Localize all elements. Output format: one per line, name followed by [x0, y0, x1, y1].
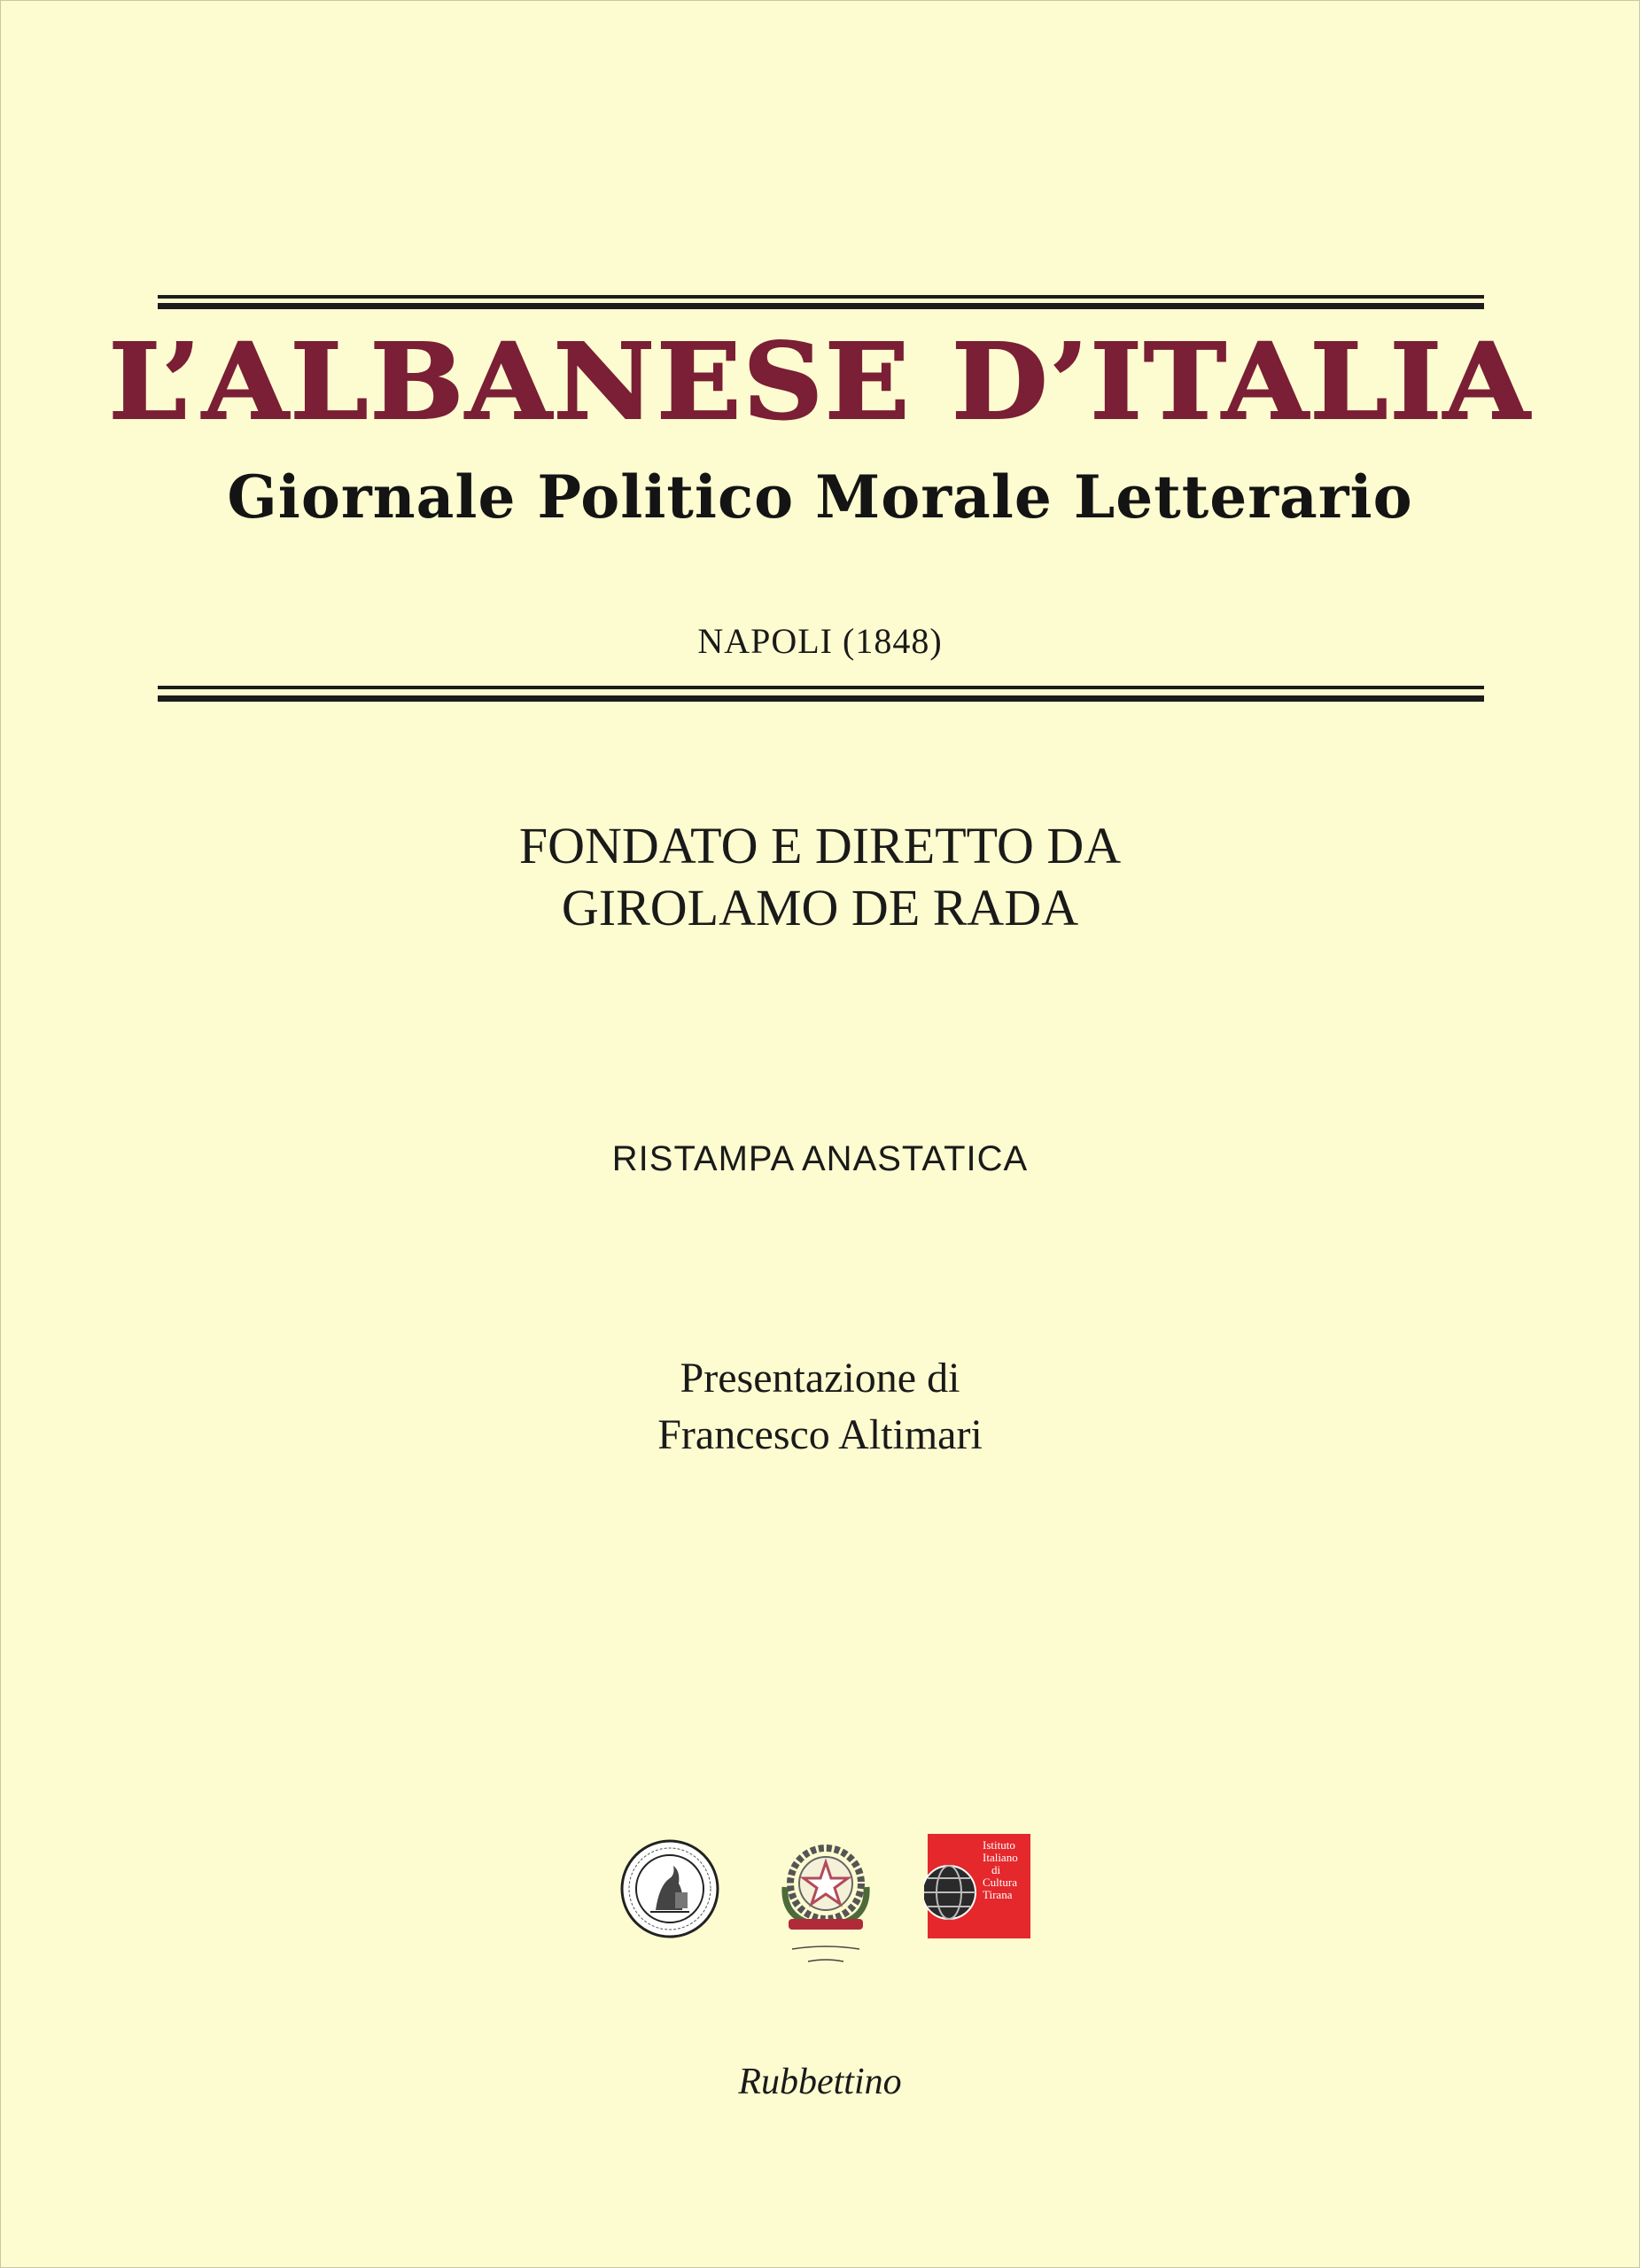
- edition-label: RISTAMPA ANASTATICA: [611, 1139, 1029, 1178]
- italian-republic-emblem-logo: [773, 1832, 879, 1983]
- founder-line-1: FONDATO E DIRETTO DA: [518, 817, 1122, 874]
- presentation-line-1: Presentazione di: [680, 1355, 960, 1402]
- place-date: NAPOLI (1848): [697, 621, 943, 661]
- foundation-seal-logo: [620, 1839, 719, 1938]
- institute-name: Istituto Italiano di Cultura Tirana: [983, 1838, 1018, 1901]
- presentation-block: [0, 1350, 1640, 1464]
- globe-icon: [924, 1857, 979, 1928]
- bottom-double-rule: [158, 686, 1484, 702]
- masthead-subtitle: Giornale Politico Morale Letterario: [227, 462, 1413, 532]
- presentation-line-2: Francesco Altimari: [657, 1411, 983, 1458]
- founder-block: [0, 815, 1640, 939]
- italian-cultural-institute-logo: [928, 1834, 1030, 1938]
- publisher-name: Rubbettino: [738, 2062, 902, 2102]
- founder-line-2: GIROLAMO DE RADA: [561, 879, 1079, 936]
- top-double-rule: [158, 295, 1484, 309]
- sponsor-logos: [0, 1832, 1640, 1992]
- masthead-title: L’ALBANESE D’ITALIA: [108, 320, 1532, 443]
